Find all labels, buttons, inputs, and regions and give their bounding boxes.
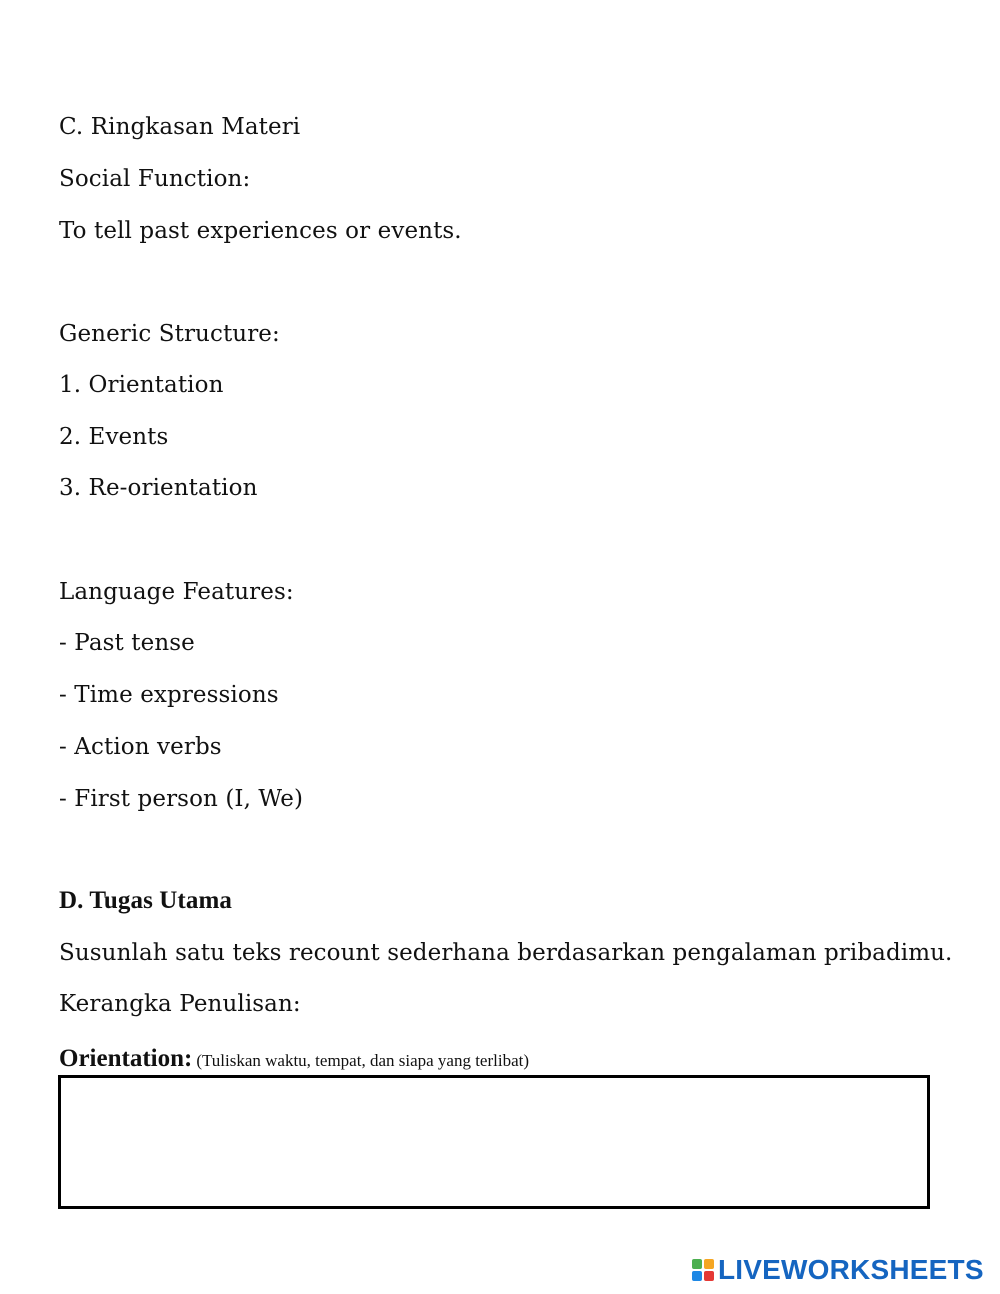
orientation-hint: (Tuliskan waktu, tempat, dan siapa yang terlibat) <box>196 1051 530 1070</box>
social-function-label: Social Function: <box>59 166 251 192</box>
orientation-title <box>59 1045 529 1073</box>
generic-structure-label: Generic Structure: <box>59 321 280 347</box>
logo-square <box>692 1271 702 1281</box>
social-function-text: To tell past experiences or events. <box>59 218 462 244</box>
language-features-label: Language Features: <box>59 579 294 605</box>
language-feature-item: - Time expressions <box>59 682 279 708</box>
task-instruction: Susunlah satu teks recount sederhana berdasarkan pengalaman pribadimu. <box>59 940 953 966</box>
liveworksheets-logo <box>692 1253 984 1287</box>
logo-text: LIVEWORKSHEETS <box>718 1254 984 1285</box>
language-feature-item: - Action verbs <box>59 734 222 760</box>
generic-structure-item: 1. Orientation <box>59 372 224 398</box>
orientation-answer-box[interactable] <box>58 1075 930 1209</box>
generic-structure-item: 2. Events <box>59 424 169 450</box>
task-heading: D. Tugas Utama <box>59 887 232 914</box>
logo-square <box>704 1271 714 1281</box>
language-feature-item: - First person (I, We) <box>59 786 304 812</box>
framework-label: Kerangka Penulisan: <box>59 991 301 1017</box>
summary-heading: C. Ringkasan Materi <box>59 114 301 140</box>
language-feature-item: - Past tense <box>59 630 195 656</box>
logo-grid-icon <box>692 1259 714 1281</box>
generic-structure-item: 3. Re-orientation <box>59 475 258 501</box>
logo-square <box>704 1259 714 1269</box>
orientation-label: Orientation: <box>59 1045 193 1072</box>
logo-square <box>692 1259 702 1269</box>
